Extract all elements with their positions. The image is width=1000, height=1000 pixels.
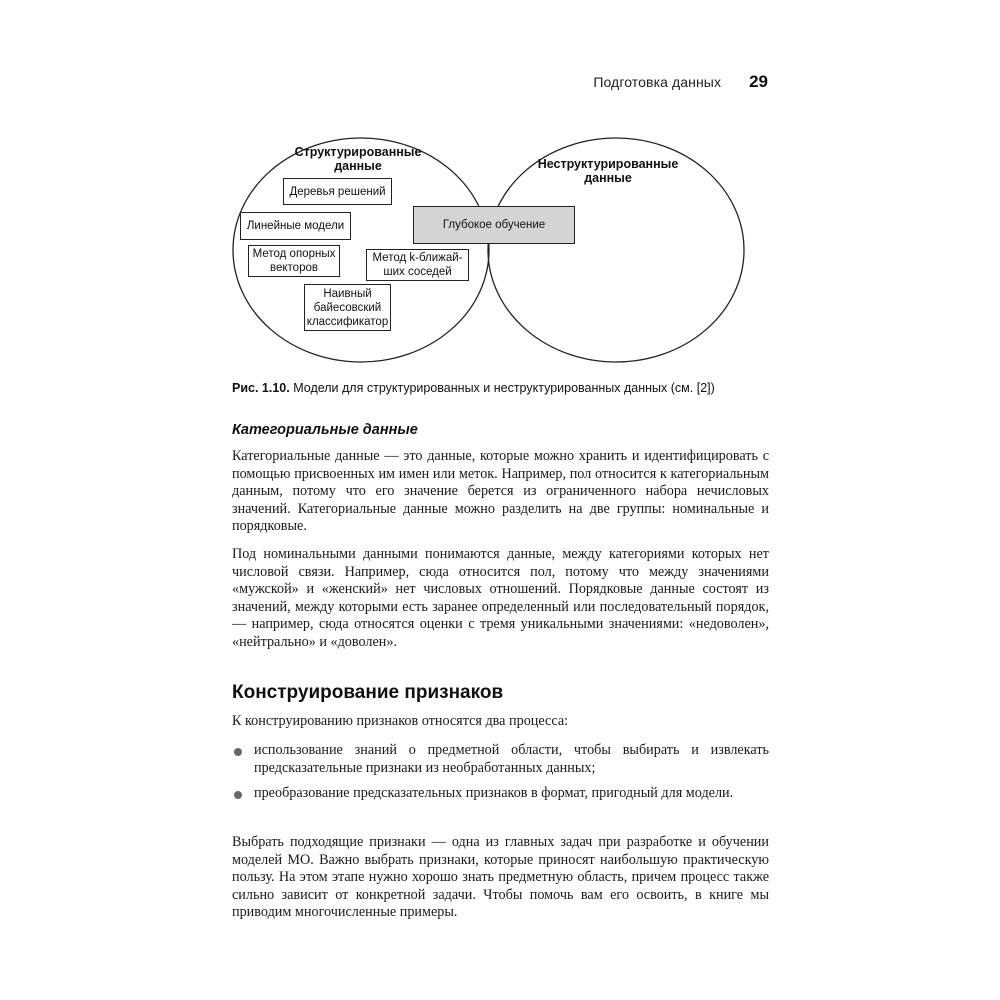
section-heading-feature-engineering: Конструирование признаков (232, 682, 504, 703)
figure-caption (232, 381, 792, 395)
bullet-dot-icon (234, 748, 242, 756)
caption-label: Рис. 1.10. (232, 381, 290, 395)
box-deep-learning: Глубокое обучение (413, 206, 575, 244)
bullet-item (254, 742, 769, 777)
running-header-title: Подготовка данных (593, 74, 722, 90)
paragraph-categorical-2: Под номинальными данными понимаются данные, между категориями которых нет числовой связи. Например, сюда относится пол, потому что между значениями «мужской» и «женский» нет числовых отношений. Порядковые данные состоят из значений, между которыми есть заранее определенный или последовательный порядок, — например, сюда относятся оценки с тремя уникальными значениями: «недоволен», «нейтрально» и «доволен». (232, 546, 769, 650)
bullet-dot-icon (234, 791, 242, 799)
paragraph-feature-intro: К конструированию признаков относятся два процесса: (232, 713, 569, 729)
box-svm: Метод опорных векторов (248, 245, 340, 277)
box-linear-models: Линейные модели (240, 212, 351, 240)
box-decision-trees: Деревья решений (283, 178, 392, 205)
paragraph-categorical-1: Категориальные данные — это данные, которые можно хранить и идентифицировать с помощью присвоенных им имен или меток. Например, пол относится к категориальным данным, потому что его значение берется из ограниченного набора нечисловых значений. Категориальные данные можно разделить на две группы: номинальные и порядковые. (232, 448, 769, 535)
box-knn: Метод k-ближай- ших соседей (366, 249, 469, 281)
venn-figure (0, 0, 1000, 380)
bullet-text: использование знаний о предметной области, чтобы выбирать и извлекать предсказательные признаки из необработанных данных; (254, 742, 769, 776)
unstructured-title: Неструктурированные данные (537, 157, 679, 185)
caption-text: Модели для структурированных и неструктурированных данных (см. [2]) (289, 381, 715, 395)
box-naive-bayes: Наивный байесовский классификатор (304, 284, 391, 331)
venn-circles (0, 0, 1000, 380)
structured-title: Структурированные данные (294, 145, 422, 173)
paragraph-feature-selection: Выбрать подходящие признаки — одна из главных задач при разработке и обучении моделей МО. Важно выбрать признаки, которые приносят наибольшую практическую пользу. На этом этапе нужно хорошо знать предметную область, причем процесс также сильно зависит от конкретной задачи. Чтобы помочь вам его освоить, в книге мы приводим многочисленные примеры. (232, 834, 769, 921)
section-heading-categorical: Категориальные данные (232, 422, 418, 438)
page-number: 29 (749, 72, 768, 91)
bullet-item (254, 785, 769, 803)
bullet-text: преобразование предсказательных признаков в формат, пригодный для модели. (254, 785, 734, 801)
